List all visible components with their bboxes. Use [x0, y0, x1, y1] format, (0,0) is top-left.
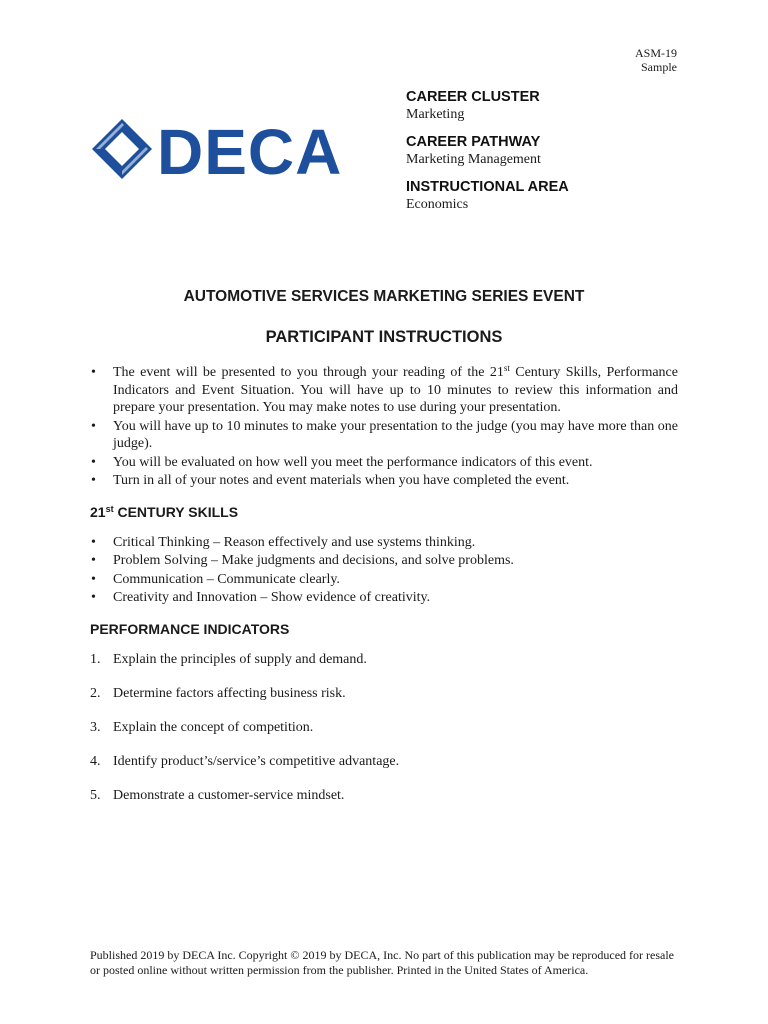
logo-wordmark: DECA [157, 118, 343, 180]
indicators-list [90, 651, 678, 804]
meta-career-cluster [406, 88, 696, 123]
meta-label: CAREER CLUSTER [406, 89, 540, 105]
event-code [635, 46, 677, 74]
meta-instructional-area [406, 178, 696, 213]
list-item: 2. Determine factors affecting business risk. [90, 685, 346, 701]
list-item: • The event will be presented to you through your reading of the 21st Century Skills, Performance Indicators and Event Situation. You will have up to 10 minutes to review this information and prepare your presentation. You may make notes to use during your presentation. [90, 364, 678, 417]
list-item: • Communication – Communicate clearly. [90, 571, 678, 589]
sample-label: Sample [641, 60, 677, 74]
list-item: • Turn in all of your notes and event materials when you have completed the event. [90, 472, 678, 490]
meta-value: Economics [406, 197, 469, 212]
meta-value: Marketing Management [406, 152, 541, 167]
instructions-title: PARTICIPANT INSTRUCTIONS [265, 328, 503, 346]
list-item: 1. Explain the principles of supply and demand. [90, 651, 367, 667]
main-content [90, 364, 678, 821]
meta-career-pathway [406, 133, 696, 168]
list-item: 3. Explain the concept of competition. [90, 719, 314, 735]
list-item: • You will have up to 10 minutes to make your presentation to the judge (you may have more than one judge). [90, 418, 678, 453]
list-item: • You will be evaluated on how well you meet the performance indicators of this event. [90, 454, 678, 472]
list-item: 5. Demonstrate a customer-service mindset. [90, 787, 345, 803]
career-meta [406, 88, 696, 223]
indicators-heading: PERFORMANCE INDICATORS [90, 620, 290, 637]
list-item: • Critical Thinking – Reason effectively and use systems thinking. [90, 534, 678, 552]
list-item: • Creativity and Innovation – Show evidence of creativity. [90, 589, 678, 607]
list-item: 4. Identify product’s/service’s competitive advantage. [90, 753, 400, 769]
copyright-footer: Published 2019 by DECA Inc. Copyright © 2019 by DECA, Inc. No part of this publication may be reproduced for resale or posted online without written permission from the publisher. Printed in the United States of America. [90, 948, 675, 977]
skills-heading: 21st CENTURY SKILLS [90, 503, 239, 520]
deca-logo [91, 118, 361, 180]
meta-value: Marketing [406, 107, 465, 122]
list-item: • Problem Solving – Make judgments and decisions, and solve problems. [90, 552, 678, 570]
skills-list [90, 534, 678, 607]
instructions-list [90, 364, 678, 490]
meta-label: CAREER PATHWAY [406, 134, 541, 150]
event-title: AUTOMOTIVE SERVICES MARKETING SERIES EVENT [183, 288, 585, 305]
event-code-id: ASM-19 [634, 46, 677, 60]
deca-logo-icon [91, 118, 361, 180]
meta-label: INSTRUCTIONAL AREA [406, 179, 569, 195]
